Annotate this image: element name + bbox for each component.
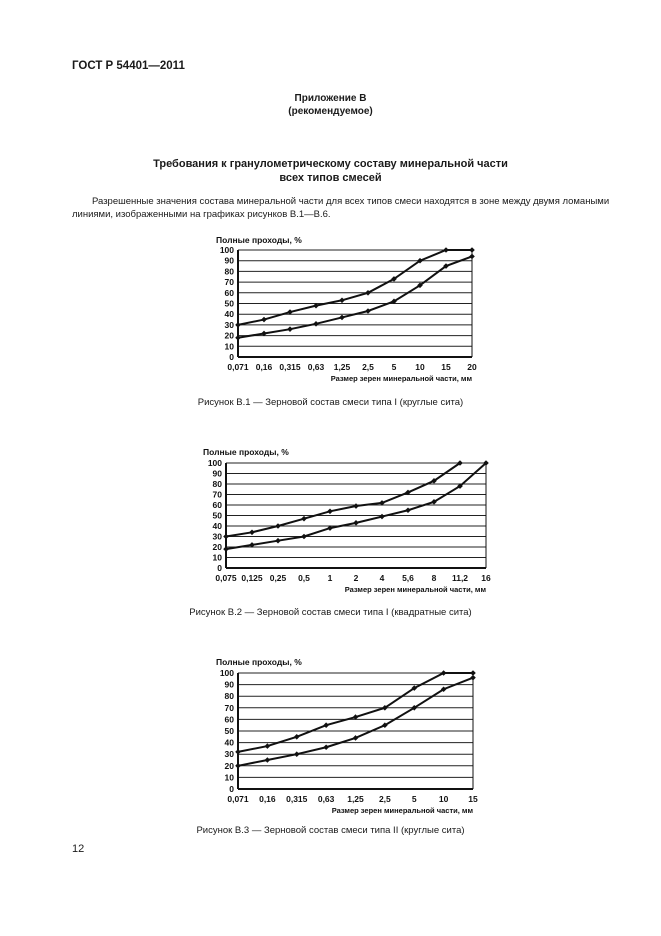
x-tick-label: 0,125: [241, 573, 263, 583]
y-tick-label: 60: [224, 287, 234, 298]
x-tick-label: 0,315: [286, 794, 308, 804]
data-point: [275, 523, 281, 529]
figure-caption-2: Рисунок В.2 — Зерновой состав смеси типа I (квадратные сита): [189, 607, 472, 618]
y-tick-label: 40: [212, 521, 222, 531]
appendix-subtitle: (рекомендуемое): [288, 106, 373, 117]
y-tick-label: 70: [224, 702, 234, 713]
data-point: [323, 744, 329, 750]
data-point: [443, 247, 449, 253]
y-tick-label: 30: [224, 319, 234, 330]
data-point: [235, 322, 241, 328]
x-tick-label: 11,2: [451, 573, 469, 583]
y-tick-label: 10: [212, 552, 222, 563]
page-number: 12: [72, 843, 85, 855]
x-tick-label: 0,5: [298, 573, 310, 583]
y-tick-label: 50: [224, 298, 234, 309]
data-point: [223, 534, 229, 540]
y-tick-label: 0: [217, 563, 222, 573]
x-tick-label: 1,25: [333, 362, 351, 372]
section-title-line1: Требования к гранулометрическому составу минеральной части: [153, 158, 508, 170]
figure-caption-3: Рисунок В.3 — Зерновой состав смеси типа II (круглые сита): [196, 825, 465, 836]
intro-paragraph: Разрешенные значения состава минеральной части для всех типов смеси находятся в зоне между двумя ломаными линиями, изображенными на графиках рисунков В.1—В.6.: [72, 196, 610, 220]
y-tick-label: 0: [229, 784, 234, 794]
document-header: ГОСТ Р 54401—2011: [72, 60, 185, 72]
appendix-title: Приложение В: [294, 93, 367, 104]
y-tick-label: 10: [224, 772, 234, 783]
x-tick-label: 2,5: [378, 794, 391, 804]
x-tick-label: 0,16: [259, 794, 276, 804]
y-tick-label: 30: [212, 531, 222, 542]
y-tick-label: 80: [224, 266, 234, 277]
x-tick-label: 0,071: [227, 794, 249, 804]
data-point: [265, 757, 271, 763]
data-point: [294, 734, 300, 740]
y-tick-label: 50: [212, 510, 222, 521]
data-point: [339, 297, 345, 303]
data-point: [469, 247, 475, 253]
data-point: [249, 530, 255, 536]
x-tick-label: 4: [379, 573, 385, 583]
y-tick-label: 20: [224, 330, 234, 341]
x-tick-label: 5: [391, 362, 397, 372]
y-tick-label: 40: [224, 737, 234, 748]
x-tick-label: 0,315: [279, 362, 301, 372]
data-point: [405, 507, 411, 513]
y-tick-label: 100: [219, 245, 234, 255]
data-point: [287, 326, 293, 332]
y-tick-label: 10: [224, 341, 234, 352]
x-axis-label: Размер зерен минеральной части, мм: [344, 585, 486, 594]
y-tick-label: 0: [229, 352, 234, 362]
section-title-line2: всех типов смесей: [279, 172, 382, 184]
data-point: [275, 538, 281, 544]
x-tick-label: 16: [481, 573, 491, 583]
data-point: [469, 254, 475, 260]
y-tick-label: 80: [224, 691, 234, 702]
y-tick-label: 20: [212, 542, 222, 552]
data-point: [470, 675, 476, 681]
x-tick-label: 15: [468, 794, 478, 804]
y-tick-label: 60: [212, 500, 222, 510]
y-tick-label: 70: [224, 277, 234, 288]
data-point: [265, 743, 271, 749]
y-tick-label: 80: [212, 479, 222, 489]
x-tick-label: 8: [431, 573, 437, 583]
x-tick-label: 0,63: [307, 362, 325, 372]
x-axis-label: Размер зерен минеральной части, мм: [330, 374, 472, 383]
y-tick-label: 90: [224, 255, 234, 266]
x-tick-label: 0,16: [255, 362, 273, 372]
y-tick-label: 100: [207, 458, 222, 468]
y-tick-label: 100: [219, 668, 234, 678]
y-tick-label: 20: [224, 760, 234, 771]
data-point: [313, 321, 319, 327]
y-tick-label: 30: [224, 749, 234, 760]
y-tick-label: 90: [224, 679, 234, 690]
y-axis-label: Полные проходы, %: [216, 235, 302, 245]
y-tick-label: 90: [212, 468, 222, 479]
x-tick-label: 10: [415, 362, 425, 372]
series-line: [238, 678, 473, 766]
x-tick-label: 0,071: [227, 362, 249, 372]
data-point: [365, 308, 371, 314]
x-tick-label: 2: [353, 573, 359, 583]
x-tick-label: 2,5: [362, 362, 374, 372]
y-tick-label: 40: [224, 309, 234, 320]
y-axis-label: Полные проходы, %: [203, 447, 289, 457]
x-tick-label: 15: [441, 362, 451, 372]
data-point: [339, 315, 345, 321]
data-point: [353, 735, 359, 741]
data-point: [294, 751, 300, 757]
x-tick-label: 0,075: [215, 573, 237, 583]
x-tick-label: 5: [411, 794, 417, 804]
data-point: [235, 763, 241, 769]
x-tick-label: 5,6: [402, 573, 414, 583]
x-tick-label: 20: [467, 362, 477, 372]
y-tick-label: 60: [224, 714, 234, 725]
data-point: [327, 509, 333, 515]
y-tick-label: 50: [224, 726, 234, 736]
data-point: [353, 503, 359, 509]
data-point: [301, 516, 307, 522]
y-axis-label: Полные проходы, %: [216, 657, 302, 667]
figure-caption-1: Рисунок В.1 — Зерновой состав смеси типа I (круглые сита): [197, 397, 464, 408]
x-tick-label: 0,25: [269, 573, 287, 583]
data-point: [261, 317, 267, 323]
data-point: [323, 722, 329, 728]
x-tick-label: 10: [438, 794, 449, 804]
data-point: [301, 534, 307, 540]
y-tick-label: 70: [212, 489, 222, 500]
x-tick-label: 1: [327, 573, 333, 583]
x-axis-label: Размер зерен минеральной части, мм: [331, 806, 473, 815]
data-point: [379, 514, 385, 520]
x-tick-label: 0,63: [317, 794, 335, 804]
data-point: [353, 520, 359, 526]
x-tick-label: 1,25: [347, 794, 364, 804]
